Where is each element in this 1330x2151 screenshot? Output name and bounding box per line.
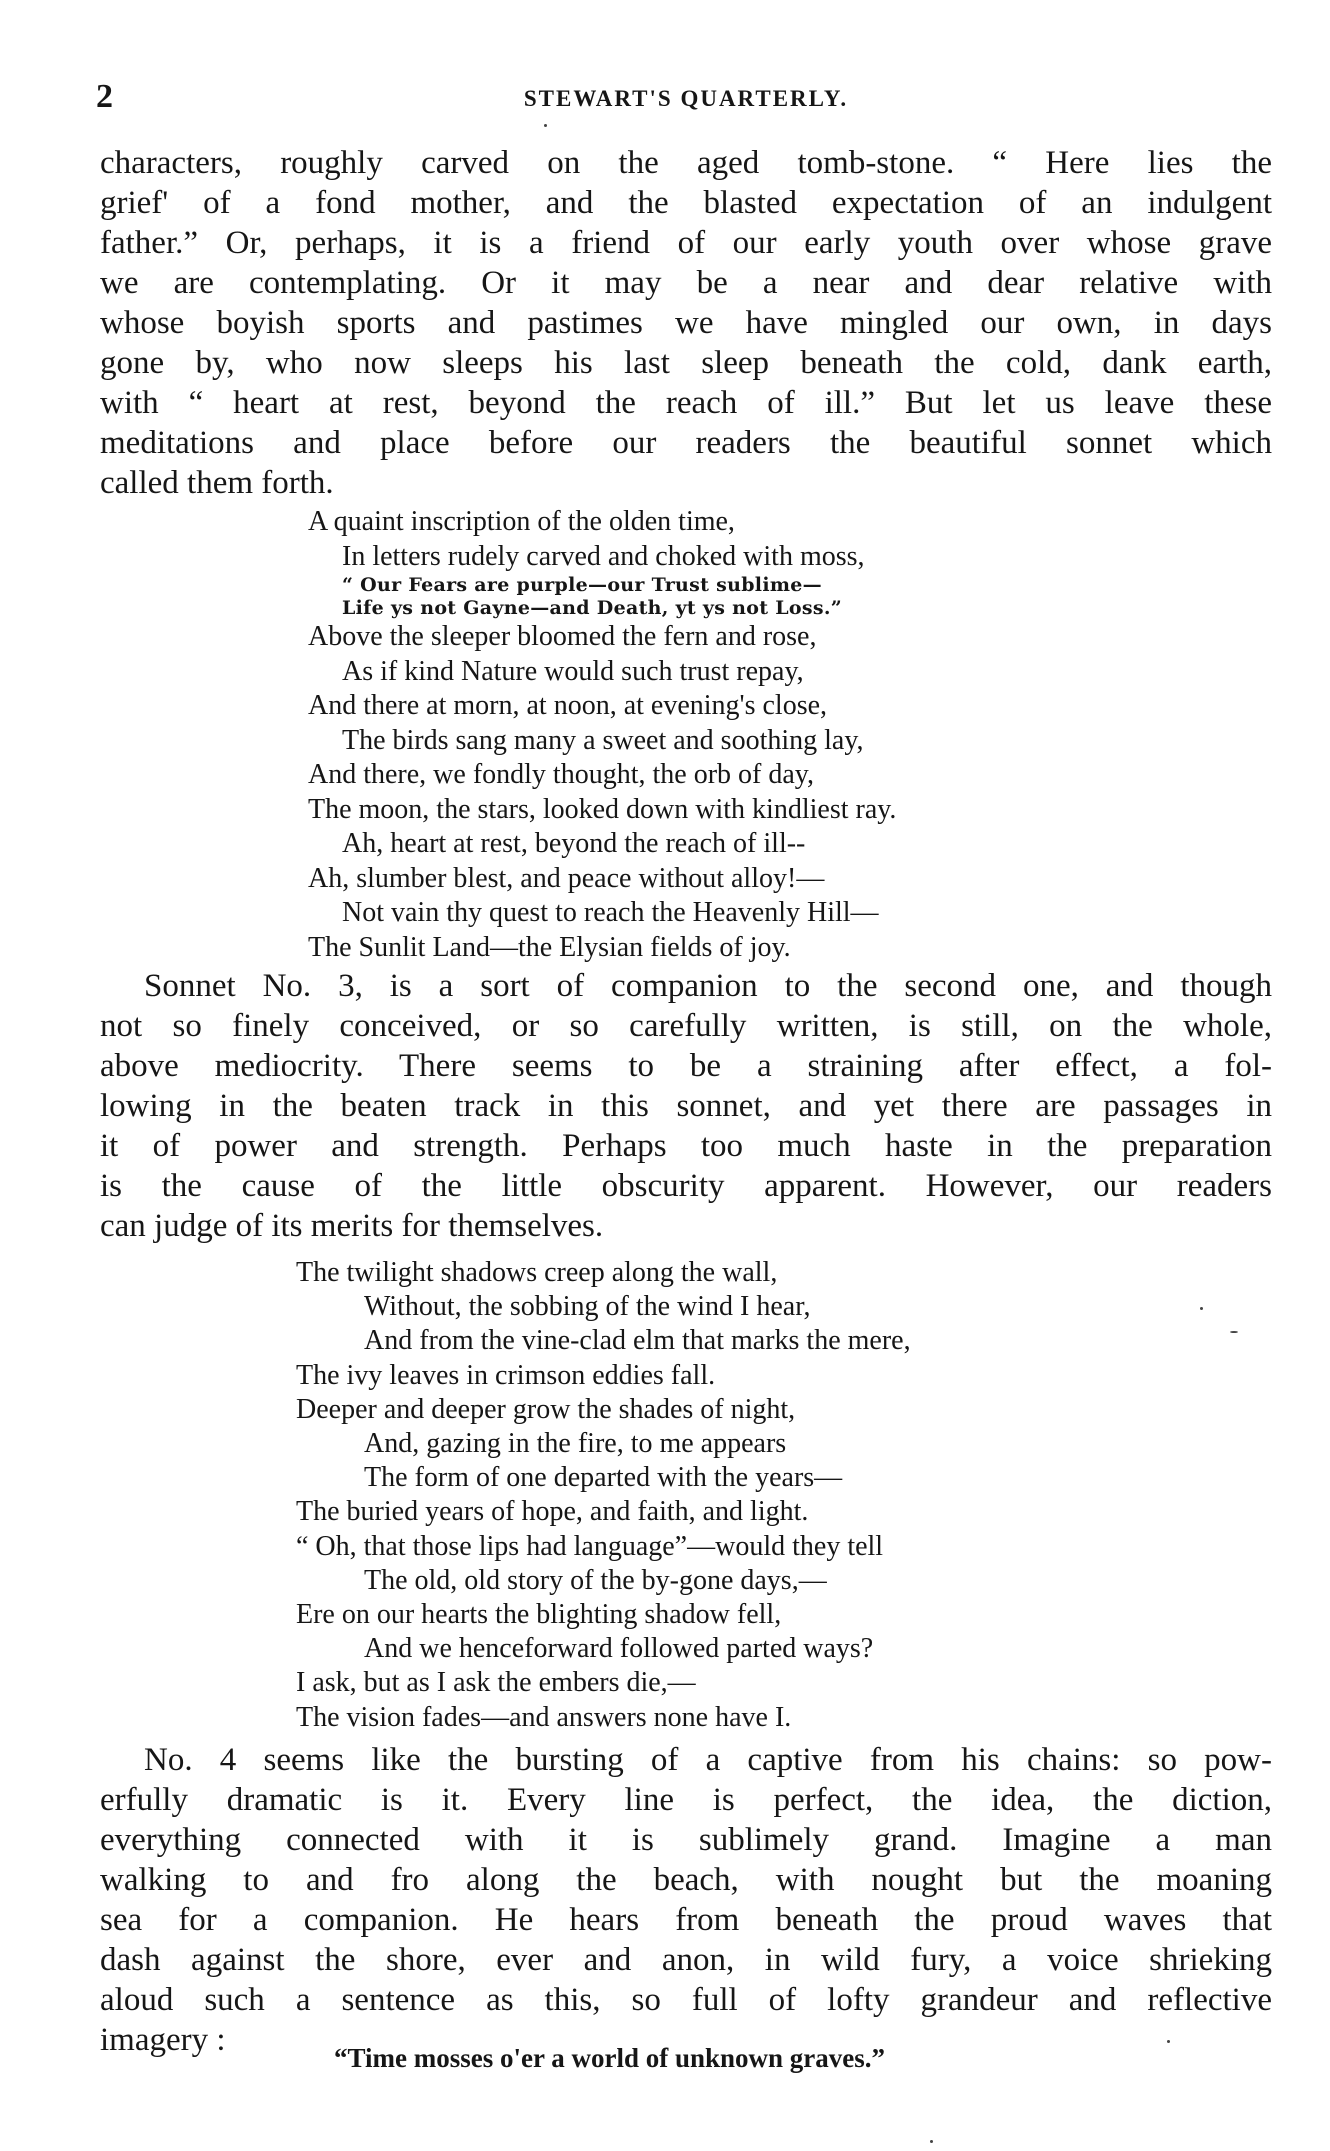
running-title: STEWART'S QUARTERLY.: [523, 86, 849, 111]
verse-line: The twilight shadows creep along the wall,: [296, 1257, 778, 1288]
page-number: 2: [96, 78, 113, 115]
verse-line: Ah, heart at rest, beyond the reach of ill--: [342, 828, 806, 859]
speck-mark: [544, 124, 547, 127]
text-line: sea for a companion. He hears from beneath the proud waves that: [100, 1902, 1272, 1938]
text-line: everything connected with it is sublimely grand. Imagine a man: [100, 1822, 1272, 1858]
verse-line: “ Oh, that those lips had language”—would they tell: [296, 1530, 884, 1562]
verse-line: Ah, slumber blest, and peace without alloy!—: [308, 862, 825, 894]
text-line: called them forth.: [100, 465, 334, 501]
text-line: is the cause of the little obscurity apparent. However, our readers: [100, 1168, 1272, 1204]
paragraph-3: [100, 1740, 1272, 2060]
verse-line: The form of one departed with the years—: [364, 1462, 843, 1494]
closing-quote: “Time mosses o'er a world of unknown graves.”: [334, 2043, 886, 2073]
verse-line: As if kind Nature would such trust repay,: [342, 655, 804, 687]
verse-line: And we henceforward followed parted ways?: [364, 1633, 874, 1665]
verse-line: In letters rudely carved and choked with moss,: [342, 540, 865, 572]
verse-line: Ere on our hearts the blighting shadow fell,: [296, 1599, 782, 1631]
sonnet-3: [296, 1256, 911, 1735]
verse-line: Without, the sobbing of the wind I hear,: [364, 1291, 811, 1323]
verse-line: Life ys not Gayne—and Death, yt ys not Loss.”: [342, 597, 843, 619]
verse-line: Deeper and deeper grow the shades of night,: [296, 1393, 796, 1425]
page-header: [96, 78, 1276, 118]
text-line: not so finely conceived, or so carefully written, is still, on the whole,: [100, 1008, 1272, 1044]
text-line: father.” Or, perhaps, it is a friend of our early youth over whose grave: [100, 225, 1272, 261]
text-line: Sonnet No. 3, is a sort of companion to the second one, and though: [144, 968, 1272, 1004]
text-line: gone by, who now sleeps his last sleep beneath the cold, dank earth,: [100, 345, 1272, 381]
text-line: we are contemplating. Or it may be a near and dear relative with: [100, 265, 1272, 301]
text-line: dash against the shore, ever and anon, in wild fury, a voice shrieking: [100, 1942, 1272, 1978]
text-line: with “ heart at rest, beyond the reach of ill.” But let us leave these: [100, 385, 1272, 421]
verse-line: And there, we fondly thought, the orb of day,: [308, 759, 814, 790]
speck-mark: [1167, 2040, 1170, 2043]
speck-mark: [1230, 1331, 1238, 1333]
text-line: whose boyish sports and pastimes we have mingled our own, in days: [100, 305, 1272, 341]
text-line: can judge of its merits for themselves.: [100, 1208, 604, 1244]
verse-line: And there at morn, at noon, at evening's close,: [308, 690, 828, 721]
verse-line: The birds sang many a sweet and soothing lay,: [342, 724, 864, 756]
verse-line: “ Our Fears are purple—our Trust sublime—: [342, 574, 822, 596]
verse-line: The ivy leaves in crimson eddies fall.: [296, 1359, 716, 1391]
verse-line: A quaint inscription of the olden time,: [308, 506, 735, 537]
text-line: walking to and fro along the beach, with nought but the moaning: [100, 1862, 1272, 1898]
verse-line: And, gazing in the fire, to me appears: [364, 1428, 787, 1460]
verse-line: Not vain thy quest to reach the Heavenly Hill—: [342, 897, 879, 928]
verse-line: I ask, but as I ask the embers die,—: [296, 1667, 696, 1699]
sonnet-2: [308, 505, 896, 965]
paragraph-1: [100, 143, 1272, 503]
verse-line: The vision fades—and answers none have I.: [296, 1701, 792, 1733]
text-line: it of power and strength. Perhaps too much haste in the preparation: [100, 1128, 1272, 1164]
speck-mark: [930, 2140, 933, 2143]
speck-mark: [1200, 1307, 1203, 1310]
text-line: erfully dramatic is it. Every line is perfect, the idea, the diction,: [100, 1782, 1272, 1818]
verse-line: The moon, the stars, looked down with kindliest ray.: [308, 793, 897, 825]
text-line: characters, roughly carved on the aged tomb-stone. “ Here lies the: [100, 145, 1272, 181]
verse-line: The old, old story of the by-gone days,—: [364, 1564, 827, 1596]
text-line: grief' of a fond mother, and the blasted expectation of an indulgent: [100, 185, 1272, 221]
text-line: imagery :: [100, 2022, 226, 2058]
verse-line: The buried years of hope, and faith, and light.: [296, 1496, 809, 1528]
text-line: lowing in the beaten track in this sonnet, and yet there are passages in: [100, 1088, 1272, 1124]
text-line: No. 4 seems like the bursting of a captive from his chains: so pow-: [144, 1742, 1272, 1778]
verse-line: And from the vine-clad elm that marks the mere,: [364, 1325, 911, 1357]
text-line: meditations and place before our readers the beautiful sonnet which: [100, 425, 1272, 461]
paragraph-2: [100, 966, 1272, 1246]
verse-line: Above the sleeper bloomed the fern and rose,: [308, 621, 817, 652]
verse-line: The Sunlit Land—the Elysian fields of joy.: [308, 931, 791, 963]
text-line: aloud such a sentence as this, so full of lofty grandeur and reflective: [100, 1982, 1272, 2018]
text-line: above mediocrity. There seems to be a straining after effect, a fol-: [100, 1048, 1272, 1084]
